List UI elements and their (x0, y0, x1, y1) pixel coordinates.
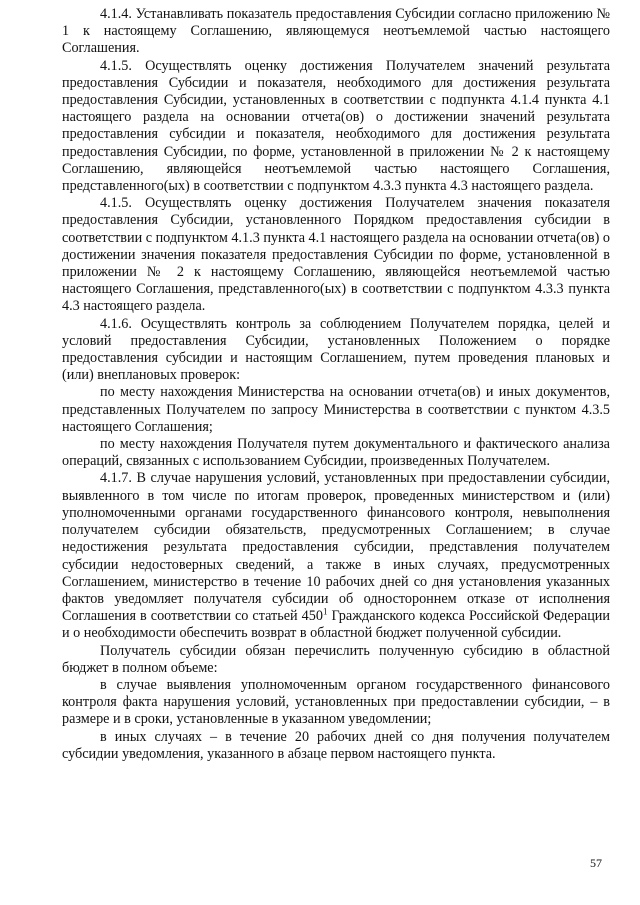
paragraph-ministry-location: по месту нахождения Министерства на основании отчета(ов) и иных документов, представленных Получателем по запросу Министерства в соответствии с пунктом 4.3.5 настоящего Соглашения; (62, 384, 610, 435)
paragraph-4-1-7 (62, 470, 610, 642)
paragraph-4-1-7-tail: Гражданского кодекса Российской Федерации и о необходимости обеспечить возврат в областной бюджет полученной субсидии. (62, 608, 610, 642)
paragraph-recipient-location: по месту нахождения Получателя путем документального и фактического анализа операций, связанных с использованием Субсидии, произведенных Получателем. (62, 436, 610, 470)
paragraph-control-case: в случае выявления уполномоченным органом государственного финансового контроля факта нарушения условий, установленных при предоставлении субсидии, – в размере и в сроки, установленные в указанном уведомлении; (62, 676, 610, 728)
footnote-superscript: 1 (322, 606, 328, 617)
paragraph-other-cases: в иных случаях – в течение 20 рабочих дней со дня получения получателем субсидии уведомления, указанного в абзаце первом настоящего пункта. (62, 728, 610, 762)
document-page (62, 6, 610, 763)
paragraph-4-1-6: 4.1.6. Осуществлять контроль за соблюдением Получателем порядка, целей и условий предоставления Субсидии, установленных Положением о порядке предоставления субсидии и настоящим Соглашением, путем проведения плановых и (или) внеплановых проверок: (62, 315, 610, 384)
paragraph-4-1-5-a: 4.1.5. Осуществлять оценку достижения Получателем значений результата предоставления Субсидии и показателя, необходимого для достижения результата предоставления Субсидии, установленных в соответствии с подпункта 4.1.4 пункта 4.1 настоящего раздела на основании отчета(ов) о достижении значений результата предоставления субсидии и показателя, необходимого для достижения результата предоставления Субсидии, по форме, установленной в приложении № 2 к настоящему Соглашению, являющейся неотъемлемой частью настоящего Соглашения, представленного(ых) в соответствии с подпунктом 4.3.3 пункта 4.3 настоящего раздела. (62, 57, 610, 195)
paragraph-4-1-4: 4.1.4. Устанавливать показатель предоставления Субсидии согласно приложению № 1 к настоящему Соглашению, являющемуся неотъемлемой частью настоящего Соглашения. (62, 6, 610, 57)
paragraph-return-obligation: Получатель субсидии обязан перечислить полученную субсидию в областной бюджет в полном объеме: (62, 642, 610, 676)
page-number: 57 (590, 856, 602, 870)
paragraph-4-1-7-text: 4.1.7. В случае нарушения условий, установленных при предоставлении субсидии, выявленного в том числе по итогам проверок, проведенных министерством и (или) уполномоченными органами государственного финансового контроля, невыполнения получателем субсидии обязательств, предусмотренных Соглашением; в случае недостижения результата предоставления субсидии, представления получателем субсидии недостоверных сведений, а также в иных случаях, предусмотренных Соглашением, министерство в течение 10 рабочих дней со дня установления указанных фактов уведомляет получателя субсидии об одностороннем отказе от исполнения Соглашения в соответствии со статьей 450 (62, 470, 610, 625)
paragraph-4-1-5-b: 4.1.5. Осуществлять оценку достижения Получателем значения показателя предоставления Субсидии, установленного Порядком предоставления субсидии в соответствии с подпунктом 4.1.3 пункта 4.1 настоящего раздела на основании отчета(ов) о достижении значения показателя предоставления Субсидии по форме, установленной в приложении № 2 к настоящему Соглашению, являющейся неотъемлемой частью настоящего Соглашения, представленного(ых) в соответствии с подпунктом 4.3.3 пункта 4.3 настоящего раздела. (62, 195, 610, 315)
